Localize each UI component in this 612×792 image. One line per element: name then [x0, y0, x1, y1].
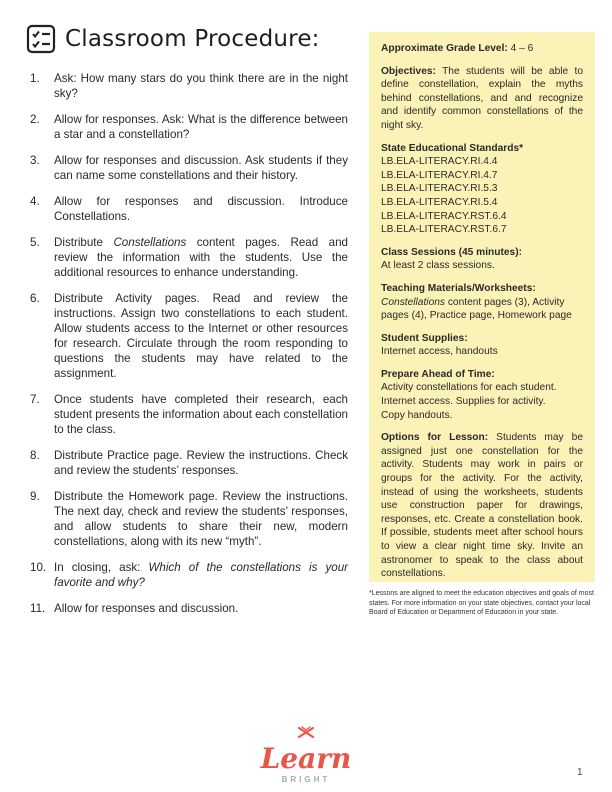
step-number: 11.	[30, 602, 46, 615]
step-number: 5.	[30, 236, 40, 249]
checklist-icon	[26, 24, 56, 54]
step-number: 8.	[30, 449, 40, 462]
lesson-info-sidebar	[369, 32, 595, 582]
standards-section	[381, 142, 583, 237]
step-6	[30, 291, 348, 381]
step-text-part: In closing, ask:	[54, 561, 149, 574]
step-text: Ask: How many stars do you think there are in the night sky?	[54, 72, 348, 100]
step-2	[30, 112, 348, 142]
grade-level-label: Approximate Grade Level:	[381, 43, 508, 54]
logo-mark-icon	[296, 726, 316, 739]
prepare-item: Activity constellations for each student.	[381, 382, 557, 394]
step-4	[30, 194, 348, 224]
standard-item: LB.ELA-LITERACY.RI.4.7	[381, 169, 498, 181]
teaching-materials-label: Teaching Materials/Worksheets:	[381, 282, 536, 294]
step-text: Allow for responses and discussion.	[54, 602, 239, 615]
step-text: Allow for responses. Ask: What is the difference between a star and a constellation?	[54, 113, 348, 141]
objectives-label: Objectives:	[381, 65, 436, 77]
step-text: Distribute Practice page. Review the instructions. Check and review the students’ responses.	[54, 449, 348, 477]
step-7	[30, 392, 348, 437]
prepare-ahead-label: Prepare Ahead of Time:	[381, 368, 495, 380]
page-header	[26, 24, 320, 54]
prepare-ahead-section	[381, 368, 583, 422]
step-9	[30, 489, 348, 549]
step-text-part: content pages. Read and review the information with the students. Use the additional resources to enhance understanding.	[54, 236, 348, 279]
lesson-options-text: Students may be assigned just one constellation for the activity. Students may work in pairs or groups for the activity. For the activity, instead of using the worksheets, students use construction paper for drawings, responses, etc. Create a constellation book. If possible, students meet after school hours to view a clear night time sky. Invite an astronomer to speak to the class about constellations.	[381, 432, 583, 580]
student-supplies-value: Internet access, handouts	[381, 346, 498, 358]
step-text: Once students have completed their research, each student presents the information about each constellation to the class.	[54, 393, 348, 436]
step-number: 9.	[30, 490, 40, 503]
step-number: 10.	[30, 561, 47, 574]
step-number: 6.	[30, 292, 40, 305]
step-number: 2.	[30, 113, 40, 126]
step-number: 1.	[30, 72, 40, 85]
class-sessions-label: Class Sessions (45 minutes):	[381, 246, 522, 258]
prepare-item: Internet access. Supplies for activity.	[381, 396, 546, 408]
lesson-options-label: Options for Lesson:	[381, 432, 489, 444]
step-10	[30, 560, 348, 590]
step-text-emphasis: Which of the constellations is your favorite and why?	[54, 561, 349, 589]
step-8	[30, 448, 348, 478]
objectives-text: The students will be able to define constellation, explain the myths behind constellations, and and recognize and identify common constellations of the night sky.	[381, 65, 583, 131]
teaching-materials-value: content pages (3), Activity pages (4), Practice page, Homework page	[381, 296, 572, 322]
student-supplies-section	[381, 332, 583, 359]
prepare-item: Copy handouts.	[381, 409, 453, 421]
teaching-materials-emphasis: Constellations	[381, 296, 445, 308]
standard-item: LB.ELA-LITERACY.RI.5.4	[381, 196, 498, 208]
procedure-steps	[30, 71, 348, 627]
step-1	[30, 71, 348, 101]
class-sessions-section	[381, 246, 583, 273]
teaching-materials-section	[381, 282, 583, 323]
step-text-part: Distribute	[54, 236, 114, 249]
standards-label: State Educational Standards*	[381, 142, 524, 154]
page-number: 1	[577, 767, 583, 778]
logo-subtitle: BRIGHT	[281, 775, 331, 784]
step-text-emphasis: Constellations	[113, 236, 187, 249]
step-11	[30, 601, 348, 616]
step-text	[54, 235, 348, 280]
grade-level-section	[381, 42, 583, 56]
lesson-options-section	[381, 431, 583, 581]
standard-item: LB.ELA-LITERACY.RST.6.4	[381, 210, 507, 222]
standard-item: LB.ELA-LITERACY.RI.4.4	[381, 156, 498, 168]
standards-footnote: *Lessons are aligned to meet the education objectives and goals of most states. For more information on your state objectives, contact your local Board of Education or Department of Education in your state.	[369, 590, 594, 617]
standard-item: LB.ELA-LITERACY.RI.5.3	[381, 183, 498, 195]
step-3	[30, 153, 348, 183]
objectives-section	[381, 65, 583, 133]
step-text: Allow for responses and discussion. Ask students if they can name some constellations and their history.	[54, 154, 348, 182]
student-supplies-label: Student Supplies:	[381, 332, 468, 344]
step-text: Distribute the Homework page. Review the instructions. The next day, check and review the students’ responses, and allow students to share their new, modern constellations, along with its new “myth”.	[54, 490, 348, 548]
step-text	[54, 560, 348, 590]
step-number: 4.	[30, 195, 40, 208]
class-sessions-value: At least 2 class sessions.	[381, 260, 495, 272]
step-number: 3.	[30, 154, 40, 167]
step-5	[30, 235, 348, 280]
page-title: Classroom Procedure:	[65, 26, 320, 52]
step-text: Distribute Activity pages. Read and review the instructions. Assign two constellations to each student. Allow students access to the Internet or other resources for research. Circulate through the room responding to questions the students may have related to the assignment.	[54, 292, 348, 380]
grade-level-value: 4 – 6	[507, 43, 534, 54]
step-text: Allow for responses and discussion. Introduce Constellations.	[54, 195, 348, 223]
standard-item: LB.ELA-LITERACY.RST.6.7	[381, 224, 507, 236]
logo-word: Learn	[260, 742, 352, 775]
step-number: 7.	[30, 393, 40, 406]
learn-bright-logo	[255, 726, 357, 784]
